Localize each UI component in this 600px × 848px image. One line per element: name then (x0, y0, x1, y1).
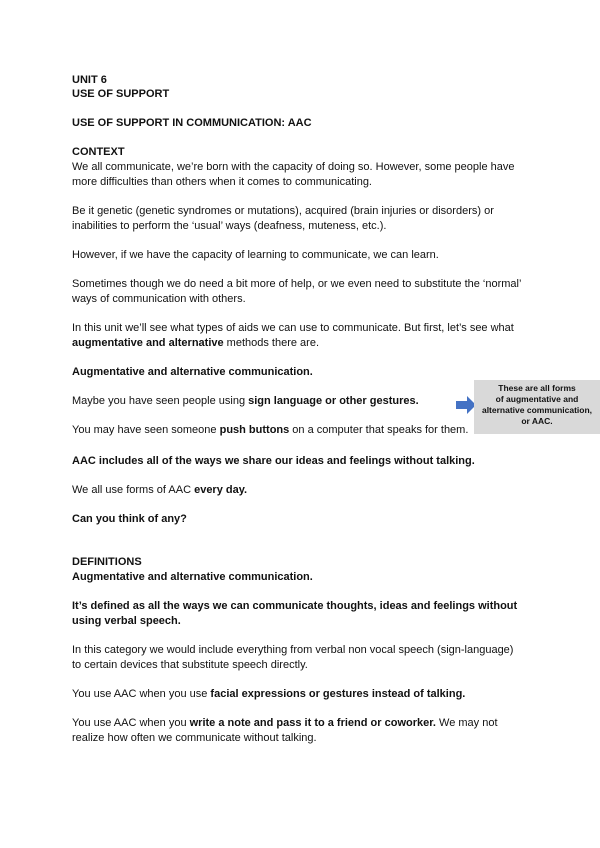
sign-language-bold: sign language or other gestures. (248, 395, 419, 407)
callout-line-2: of augmentative and (495, 394, 579, 404)
definition-line-1: It’s defined as all the ways we can communicate thoughts, ideas and feelings without (72, 600, 518, 612)
context-paragraph-4-line-1: Sometimes though we do need a bit more of help, or we even need to substitute the ‘normal’ (72, 278, 522, 290)
callout-box (474, 380, 600, 434)
methods-text: methods there are. (223, 337, 319, 349)
augmentative-alternative-bold: augmentative and alternative (72, 337, 224, 349)
every-day-bold: every day. (194, 484, 248, 496)
aac-heading: Augmentative and alternative communication. (72, 366, 313, 378)
sign-language-sentence (72, 394, 419, 409)
arrow-right-icon (456, 396, 476, 414)
question: Can you think of any? (72, 513, 187, 525)
facial-bold: facial expressions or gestures instead of talking. (210, 688, 466, 700)
definitions-heading: DEFINITIONS (72, 556, 142, 568)
unit-title: USE OF SUPPORT (72, 88, 170, 100)
context-heading: CONTEXT (72, 146, 125, 158)
facial-expressions-sentence (72, 687, 465, 702)
definitions-subheading: Augmentative and alternative communication. (72, 571, 313, 583)
push-buttons-bold: push buttons (219, 424, 290, 436)
note-post: We may not (435, 717, 498, 729)
category-line-1: In this category we would include everything from verbal non vocal speech (sign-language) (72, 644, 514, 656)
callout-line-3: alternative communication, (481, 405, 593, 415)
every-day-pre: We all use forms of AAC (72, 484, 195, 496)
sign-language-pre: Maybe you have seen people using (72, 395, 249, 407)
callout-line-4: or AAC. (521, 416, 553, 426)
note-sentence-line-2: realize how often we communicate without talking. (72, 732, 317, 744)
aac-includes-statement: AAC includes all of the ways we share our ideas and feelings without talking. (72, 455, 475, 467)
note-sentence-line-1 (72, 716, 498, 731)
every-day-sentence (72, 483, 247, 498)
context-paragraph-2-line-1: Be it genetic (genetic syndromes or mutations), acquired (brain injuries or disorders) or (72, 205, 494, 217)
category-line-2: to certain devices that substitute speech directly. (72, 659, 308, 671)
push-buttons-pre: You may have seen someone (72, 424, 220, 436)
context-paragraph-1-line-1: We all communicate, we’re born with the capacity of doing so. However, some people have (72, 161, 515, 173)
context-paragraph-2-line-2: inabilities to perform the ‘usual’ ways (deafness, muteness, etc.). (72, 220, 387, 232)
callout-line-1: These are all forms (498, 383, 576, 393)
facial-pre: You use AAC when you use (72, 688, 211, 700)
push-buttons-post: on a computer that speaks for them. (289, 424, 469, 436)
definition-line-2: using verbal speech. (72, 615, 181, 627)
note-bold: write a note and pass it to a friend or coworker. (189, 717, 436, 729)
context-paragraph-4-line-2: ways of communication with others. (72, 293, 246, 305)
context-paragraph-1-line-2: more difficulties than others when it comes to communicating. (72, 176, 372, 188)
section-title: USE OF SUPPORT IN COMMUNICATION: AAC (72, 117, 312, 129)
context-paragraph-5-line-1: In this unit we’ll see what types of aids we can use to communicate. But first, let’s see what (72, 322, 514, 334)
unit-number: UNIT 6 (72, 74, 107, 86)
context-paragraph-3: However, if we have the capacity of learning to communicate, we can learn. (72, 249, 439, 261)
note-pre: You use AAC when you (72, 717, 190, 729)
context-paragraph-5-line-2 (72, 336, 319, 351)
push-buttons-sentence (72, 423, 468, 438)
